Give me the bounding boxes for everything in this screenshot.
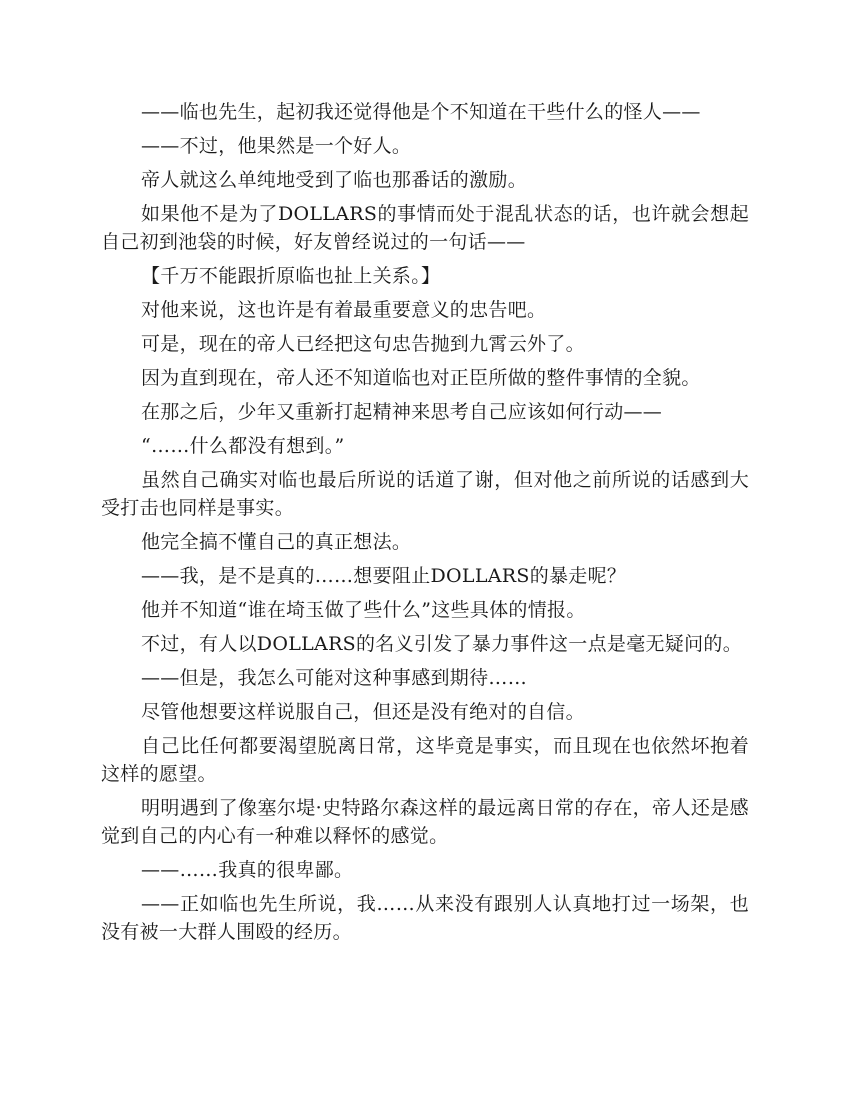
paragraph: ——……我真的很卑鄙。 [141, 859, 354, 881]
paragraph: 如果他不是为了DOLLARS的事情而处于混乱状态的话，也许就会想起自己初到池袋的时候，好友曾经说过的一句话—— [101, 203, 749, 253]
paragraph: ——但是，我怎么可能对这种事感到期待…… [141, 667, 528, 689]
paragraph: 在那之后，少年又重新打起精神来思考自己应该如何行动—— [141, 401, 663, 423]
paragraph: ——正如临也先生所说，我……从来没有跟别人认真地打过一场架，也没有被一大群人围殴的经历。 [101, 893, 749, 943]
paragraph: ——临也先生，起初我还觉得他是个不知道在干些什么的怪人—— [141, 101, 701, 123]
paragraph: 帝人就这么单纯地受到了临也那番话的激励。 [141, 169, 528, 191]
paragraph: “……什么都没有想到。” [141, 435, 345, 457]
paragraph: 不过，有人以DOLLARS的名义引发了暴力事件这一点是毫无疑问的。 [141, 633, 742, 655]
paragraph: 因为直到现在，帝人还不知道临也对正臣所做的整件事情的全貌。 [141, 367, 701, 389]
paragraph: 【千万不能跟折原临也扯上关系。】 [141, 265, 441, 287]
paragraph: 明明遇到了像塞尔堤·史特路尔森这样的最远离日常的存在，帝人还是感觉到自己的内心有一种难以释怀的感觉。 [101, 797, 749, 847]
paragraph: ——我，是不是真的……想要阻止DOLLARS的暴走呢？ [141, 565, 627, 587]
paragraph: 他并不知道“谁在埼玉做了些什么”这些具体的情报。 [141, 599, 586, 621]
paragraph: 可是，现在的帝人已经把这句忠告抛到九霄云外了。 [141, 333, 585, 355]
paragraph: 尽管他想要这样说服自己，但还是没有绝对的自信。 [141, 701, 585, 723]
text-body [101, 98, 749, 952]
paragraph: 自己比任何都要渴望脱离日常，这毕竟是事实，而且现在也依然坏抱着这样的愿望。 [101, 735, 749, 785]
paragraph: ——不过，他果然是一个好人。 [141, 135, 412, 157]
paragraph: 对他来说，这也许是有着最重要意义的忠告吧。 [141, 299, 547, 321]
paragraph: 他完全搞不懂自己的真正想法。 [141, 531, 412, 553]
paragraph: 虽然自己确实对临也最后所说的话道了谢，但对他之前所说的话感到大受打击也同样是事实。 [101, 469, 749, 519]
